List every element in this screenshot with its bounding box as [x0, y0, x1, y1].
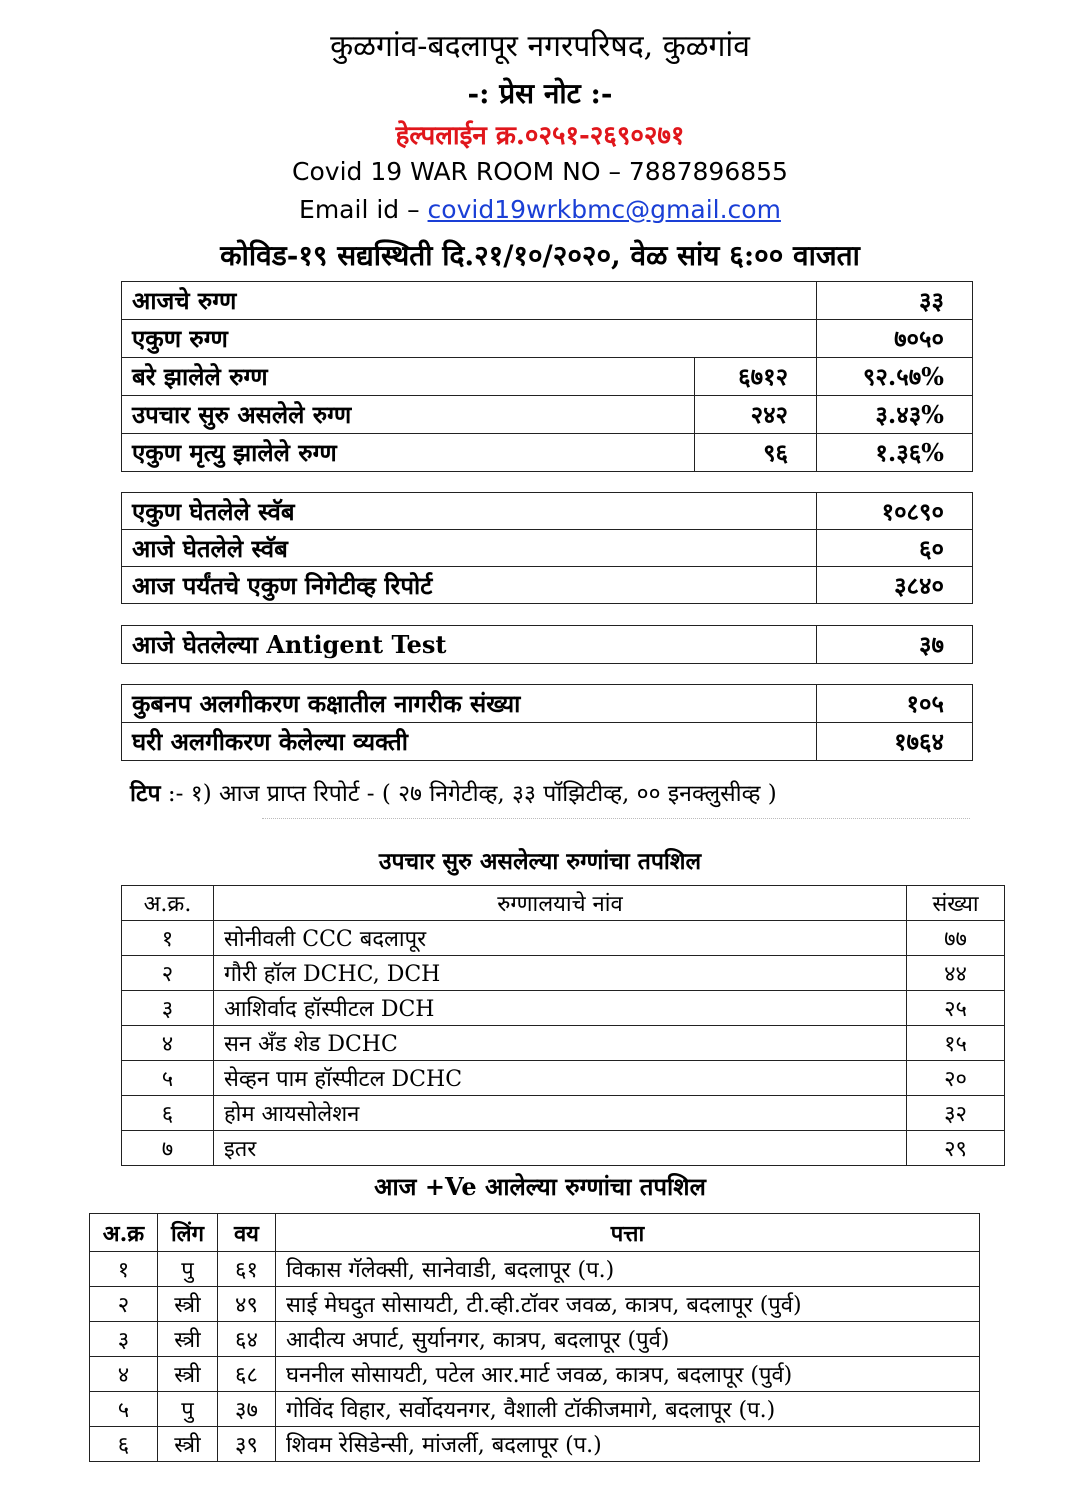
positive-address: गोविंद विहार, सर्वोदयनगर, वैशाली टॉकीजमागे, बदलापूर (प.) [275, 1392, 979, 1427]
hospital-col-count: संख्या [907, 886, 1005, 921]
isolation-value: १०५ [817, 685, 973, 723]
swab-summary-row [122, 493, 973, 530]
summary-value: ७०५० [817, 320, 973, 358]
positive-row [90, 1357, 980, 1392]
summary-value: ३.४३% [817, 396, 973, 434]
positive-section-heading: आज +Ve आलेल्या रुग्णांचा तपशिल [374, 1172, 706, 1201]
hospital-header-row [122, 886, 1005, 921]
summary-count: २४२ [695, 396, 817, 434]
hospital-count: १५ [907, 1026, 1005, 1061]
positive-age: ३९ [217, 1427, 275, 1462]
hospital-row [122, 1096, 1005, 1131]
swab-value: १०८९० [817, 493, 973, 530]
hospital-row [122, 991, 1005, 1026]
positive-age: ६१ [217, 1252, 275, 1287]
positive-cases-table [89, 1213, 980, 1462]
hospital-row [122, 1131, 1005, 1166]
positive-sr: २ [90, 1287, 158, 1322]
positive-sr: ६ [90, 1427, 158, 1462]
summary-label: एकुण रुग्ण [122, 320, 817, 358]
summary-label: उपचार सुरु असलेले रुग्ण [122, 396, 695, 434]
hospital-table [121, 885, 1005, 1166]
positive-sr: ५ [90, 1392, 158, 1427]
summary-label: बरे झालेले रुग्ण [122, 358, 695, 396]
positive-age: ४९ [217, 1287, 275, 1322]
swab-label: आजे घेतलेले स्वॅब [122, 530, 817, 567]
positive-sr: ४ [90, 1357, 158, 1392]
hospital-name: गौरी हॉल DCHC, DCH [213, 956, 906, 991]
isolation-value: १७६४ [817, 723, 973, 761]
positive-sr: १ [90, 1252, 158, 1287]
summary-value: ३३ [817, 282, 973, 320]
press-note-heading: -: प्रेस नोट :- [467, 77, 613, 110]
antigen-label: आजे घेतलेल्या Antigent Test [122, 626, 817, 664]
positive-row [90, 1322, 980, 1357]
patient-summary-row [122, 282, 973, 320]
positive-age: ३७ [217, 1392, 275, 1427]
hospital-col-name: रुग्णालयाचे नांव [213, 886, 906, 921]
positive-sr: ३ [90, 1322, 158, 1357]
summary-label: आजचे रुग्ण [122, 282, 817, 320]
hospital-row [122, 1026, 1005, 1061]
hospital-col-sr: अ.क्र. [122, 886, 214, 921]
swab-label: आज पर्यंतचे एकुण निगेटीव्ह रिपोर्ट [122, 567, 817, 604]
positive-row [90, 1252, 980, 1287]
summary-count: ६७१२ [695, 358, 817, 396]
patient-summary-row [122, 396, 973, 434]
hospital-count: ७७ [907, 921, 1005, 956]
positive-address: आदीत्य अपार्ट, सुर्यानगर, कात्रप, बदलापूर (पुर्व) [275, 1322, 979, 1357]
antigen-test-table [121, 625, 973, 664]
swab-label: एकुण घेतलेले स्वॅब [122, 493, 817, 530]
positive-address: घननील सोसायटी, पटेल आर.मार्ट जवळ, कात्रप, बदलापूर (पुर्व) [275, 1357, 979, 1392]
email-link[interactable]: covid19wrkbmc@gmail.com [427, 195, 781, 224]
swab-summary-row [122, 530, 973, 567]
isolation-row [122, 723, 973, 761]
isolation-label: घरी अलगीकरण केलेल्या व्यक्ती [122, 723, 817, 761]
patient-summary-row [122, 320, 973, 358]
helpline-number: हेल्पलाईन क्र.०२५१-२६९०२७१ [395, 121, 685, 151]
positive-gender: पु [157, 1252, 217, 1287]
positive-gender: स्त्री [157, 1322, 217, 1357]
hospital-row [122, 956, 1005, 991]
positive-age: ६४ [217, 1322, 275, 1357]
hospital-name: आशिर्वाद हॉस्पीटल DCH [213, 991, 906, 1026]
isolation-row [122, 685, 973, 723]
swab-value: ३८४० [817, 567, 973, 604]
summary-count: ९६ [695, 434, 817, 472]
tip-note [130, 776, 777, 808]
positive-address: साई मेघदुत सोसायटी, टी.व्ही.टॉवर जवळ, कात्रप, बदलापूर (पुर्व) [275, 1287, 979, 1322]
hospital-section-heading: उपचार सुरु असलेल्या रुग्णांचा तपशिल [378, 848, 702, 875]
hospital-count: २९ [907, 1131, 1005, 1166]
patient-summary-row [122, 434, 973, 472]
hospital-name: सोनीवली CCC बदलापूर [213, 921, 906, 956]
hospital-sr: ४ [122, 1026, 214, 1061]
positive-address: विकास गॅलेक्सी, सानेवाडी, बदलापूर (प.) [275, 1252, 979, 1287]
positive-col-age: वय [217, 1214, 275, 1252]
hospital-count: ३२ [907, 1096, 1005, 1131]
hospital-name: होम आयसोलेशन [213, 1096, 906, 1131]
summary-label: एकुण मृत्यु झालेले रुग्ण [122, 434, 695, 472]
positive-gender: स्त्री [157, 1357, 217, 1392]
antigen-row [122, 626, 973, 664]
council-title: कुळगांव-बदलापूर नगरपरिषद, कुळगांव [330, 29, 750, 64]
hospital-name: सेव्हन पाम हॉस्पीटल DCHC [213, 1061, 906, 1096]
hospital-sr: ५ [122, 1061, 214, 1096]
positive-gender: स्त्री [157, 1287, 217, 1322]
hospital-sr: १ [122, 921, 214, 956]
patient-summary-row [122, 358, 973, 396]
summary-value: १.३६% [817, 434, 973, 472]
hospital-name: इतर [213, 1131, 906, 1166]
positive-gender: पु [157, 1392, 217, 1427]
swab-value: ६० [817, 530, 973, 567]
hospital-sr: ३ [122, 991, 214, 1026]
hospital-count: ४४ [907, 956, 1005, 991]
email-line [0, 195, 1080, 224]
positive-row [90, 1392, 980, 1427]
hospital-row [122, 1061, 1005, 1096]
hospital-count: २० [907, 1061, 1005, 1096]
swab-summary-row [122, 567, 973, 604]
positive-col-sr: अ.क्र [90, 1214, 158, 1252]
positive-gender: स्त्री [157, 1427, 217, 1462]
positive-row [90, 1427, 980, 1462]
email-label: Email id – [299, 195, 428, 224]
positive-address: शिवम रेसिडेन्सी, मांजर्ली, बदलापूर (प.) [275, 1427, 979, 1462]
hospital-sr: ६ [122, 1096, 214, 1131]
summary-value: ९२.५७% [817, 358, 973, 396]
positive-col-gender: लिंग [157, 1214, 217, 1252]
antigen-value: ३७ [817, 626, 973, 664]
hospital-name: सन अँड शेड DCHC [213, 1026, 906, 1061]
positive-header-row [90, 1214, 980, 1252]
tip-label: टिप [130, 780, 161, 807]
patient-summary-table [121, 281, 973, 472]
positive-col-address: पत्ता [275, 1214, 979, 1252]
swab-summary-table [121, 492, 973, 604]
isolation-label: कुबनप अलगीकरण कक्षातील नागरीक संख्या [122, 685, 817, 723]
hospital-sr: ७ [122, 1131, 214, 1166]
hospital-sr: २ [122, 956, 214, 991]
status-date-line: कोविड-१९ सद्यस्थिती दि.२१/१०/२०२०, वेळ सांय ६:०० वाजता [220, 239, 860, 272]
positive-row [90, 1287, 980, 1322]
war-room-number: Covid 19 WAR ROOM NO – 7887896855 [292, 157, 788, 186]
positive-age: ६८ [217, 1357, 275, 1392]
hospital-count: २५ [907, 991, 1005, 1026]
isolation-table [121, 684, 973, 761]
dotted-divider [262, 818, 970, 819]
hospital-row [122, 921, 1005, 956]
tip-text: :- १) आज प्राप्त रिपोर्ट - ( २७ निगेटीव्ह, ३३ पॉझिटीव्ह, ०० इनक्लुसीव्ह ) [160, 781, 777, 807]
